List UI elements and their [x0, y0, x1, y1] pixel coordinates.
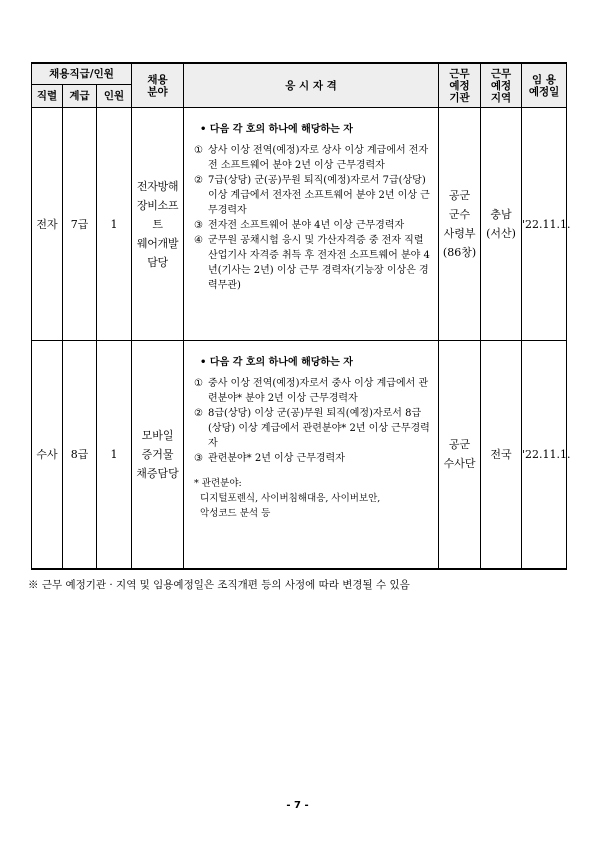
- row-region: 전국: [481, 341, 522, 569]
- note-line: 디지털포렌식, 사이버침해대응, 사이버보안,: [200, 493, 381, 504]
- item-number: ③: [194, 220, 203, 231]
- row-job: 전자: [32, 108, 63, 341]
- row-grade: 7급: [63, 108, 97, 341]
- header-qualification: 응 시 자 격: [184, 63, 439, 108]
- list-item: [194, 218, 430, 233]
- row-count: 1: [97, 341, 132, 569]
- item-text: 군무원 공채시험 응시 및 가산자격증 중 전자 직렬 산업기사 자격증 취득 후 전자전 소프트웨어 분야 4년(기사는 2년) 이상 근무 경력자(기능장 이상은 경력무관): [208, 235, 430, 291]
- item-text: 8급(상당) 이상 군(공)무원 퇴직(예정)자로서 8급(상당) 이상 계급에서 관련분야* 2년 이상 근무경력자: [208, 408, 430, 449]
- item-text: 7급(상당) 군(공)무원 퇴직(예정)자로서 7급(상당) 이상 계급에서 전자전 소프트웨어 분야 2년 이상 근무경력자: [208, 175, 430, 216]
- footnote: ※ 근무 예정기관 · 지역 및 임용예정일은 조직개편 등의 사정에 따라 변경될 수 있음: [28, 579, 410, 591]
- row-qualification: [184, 108, 439, 341]
- header-agency: 근무 예정 기관: [439, 63, 481, 108]
- qualification-heading: • 다음 각 호의 하나에 해당하는 자: [200, 124, 353, 135]
- table-row: [32, 341, 567, 569]
- item-number: ②: [194, 408, 203, 419]
- row-agency: 공군 수사단: [439, 341, 481, 569]
- note-title: * 관련분야:: [194, 478, 242, 489]
- header-date: 임 용 예정일: [522, 63, 567, 108]
- list-item: [194, 376, 430, 406]
- row-field: 전자방해 장비소프트 웨어개발 담당: [132, 108, 184, 341]
- list-item: [194, 173, 430, 218]
- header-region: 근무 예정 지역: [481, 63, 522, 108]
- header-count: 인원: [97, 85, 132, 108]
- header-grade: 계급: [63, 85, 97, 108]
- row-job: 수사: [32, 341, 63, 569]
- list-item: [194, 143, 430, 173]
- header-field: 채용 분야: [132, 63, 184, 108]
- header-group: 채용직급/인원: [32, 63, 132, 85]
- list-item: [194, 233, 430, 293]
- row-qualification: [184, 341, 439, 569]
- item-number: ③: [194, 453, 203, 464]
- recruitment-table: [31, 62, 571, 570]
- list-item: [194, 451, 430, 466]
- page-number: - 7 -: [286, 800, 309, 811]
- row-field: 모바일 증거물 채증담당: [132, 341, 184, 569]
- list-item: [194, 406, 430, 451]
- row-agency: 공군 군수 사령부 (86창): [439, 108, 481, 341]
- related-field-note: [194, 476, 430, 521]
- qualification-heading: • 다음 각 호의 하나에 해당하는 자: [200, 357, 353, 368]
- item-text: 전자전 소프트웨어 분야 4년 이상 근무경력자: [208, 220, 405, 231]
- item-text: 중사 이상 전역(예정)자로서 중사 이상 계급에서 관련분야* 분야 2년 이상 근무경력자: [208, 378, 429, 404]
- row-count: 1: [97, 108, 132, 341]
- item-number: ①: [194, 145, 203, 156]
- item-text: 상사 이상 전역(예정)자로 상사 이상 계급에서 전자전 소프트웨어 분야 2년 이상 근무경력자: [208, 145, 429, 171]
- item-number: ④: [194, 235, 203, 246]
- item-text: 관련분야* 2년 이상 근무경력자: [208, 453, 345, 464]
- table-row: [32, 108, 567, 341]
- row-date: '22.11.1.: [522, 108, 567, 341]
- row-region: 충남 (서산): [481, 108, 522, 341]
- note-line: 악성코드 분석 등: [200, 508, 271, 519]
- row-grade: 8급: [63, 341, 97, 569]
- item-number: ②: [194, 175, 203, 186]
- header-job: 직렬: [32, 85, 63, 108]
- item-number: ①: [194, 378, 203, 389]
- row-date: '22.11.1.: [522, 341, 567, 569]
